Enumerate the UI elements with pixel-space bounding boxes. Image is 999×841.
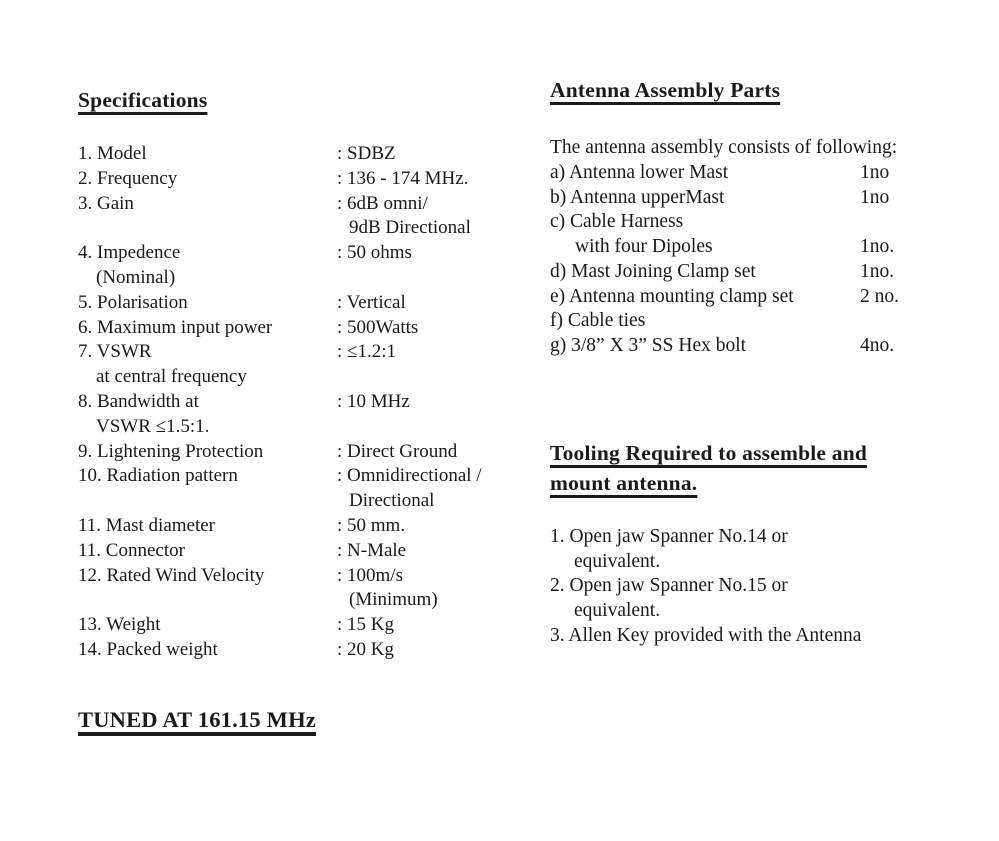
spec-row <box>78 489 518 514</box>
assembly-section <box>550 76 995 649</box>
spec-row <box>78 241 518 266</box>
spec-row <box>78 142 518 167</box>
spec-value: : 50 ohms <box>337 242 412 264</box>
spec-row <box>78 291 518 316</box>
part-name: f) Cable ties <box>550 310 646 332</box>
spec-label: 3. Gain <box>78 192 134 214</box>
spec-value: : 136 - 174 MHz. <box>337 167 469 189</box>
tooling-line: 3. Allen Key provided with the Antenna <box>550 624 862 646</box>
spec-label: 8. Bandwidth at <box>78 390 199 412</box>
spec-label: 11. Connector <box>78 539 185 561</box>
part-row <box>550 260 995 285</box>
part-name: d) Mast Joining Clamp set <box>550 260 756 282</box>
tooling-line: 1. Open jaw Spanner No.14 or <box>550 525 788 547</box>
part-qty: 2 no. <box>860 285 899 307</box>
part-name: with four Dipoles <box>575 236 713 257</box>
spec-value: 9dB Directional <box>349 217 471 239</box>
spec-row <box>78 638 518 663</box>
spec-value: (Minimum) <box>349 589 438 611</box>
spec-row <box>78 390 518 415</box>
spec-row <box>78 564 518 589</box>
spec-label: 12. Rated Wind Velocity <box>78 564 265 586</box>
spec-row <box>78 192 518 217</box>
part-qty: 1no <box>860 186 890 208</box>
part-name: b) Antenna upperMast <box>550 186 725 208</box>
spec-row <box>78 216 518 241</box>
spec-value: : 500Watts <box>337 316 419 338</box>
spec-value: : 20 Kg <box>337 638 394 660</box>
spec-row <box>78 365 518 390</box>
part-qty: 1no <box>860 161 890 183</box>
spec-label <box>78 588 337 613</box>
tooling-list <box>550 525 995 649</box>
assembly-parts-list <box>550 136 995 359</box>
spec-row <box>78 266 518 291</box>
spec-label: 2. Frequency <box>78 167 178 189</box>
spec-label: 9. Lightening Protection <box>78 440 264 462</box>
spec-label: 11. Mast diameter <box>78 514 216 536</box>
spec-value: : Vertical <box>337 291 406 313</box>
spec-label: 10. Radiation pattern <box>78 465 238 487</box>
part-row <box>550 285 995 310</box>
tooling-line: equivalent. <box>574 600 661 622</box>
spec-label: 5. Polarisation <box>78 291 188 313</box>
spec-row <box>78 539 518 564</box>
spec-value: : N-Male <box>337 539 407 561</box>
part-row <box>550 235 995 260</box>
spec-label: 7. VSWR <box>78 341 152 363</box>
spec-row <box>78 613 518 638</box>
spec-label: 4. Impedence <box>78 242 181 264</box>
spec-value: : SDBZ <box>337 143 396 164</box>
spec-value: : Omnidirectional / <box>337 465 482 487</box>
spec-value: : 100m/s <box>337 564 403 586</box>
spec-row <box>78 588 518 613</box>
spec-label: 1. Model <box>78 143 147 164</box>
tooling-heading-line1: Tooling Required to assemble and <box>550 440 868 465</box>
part-row <box>550 210 995 235</box>
part-row <box>550 186 995 211</box>
spec-row <box>78 464 518 489</box>
spec-row <box>78 440 518 465</box>
part-name: a) Antenna lower Mast <box>550 161 729 183</box>
spec-row <box>78 340 518 365</box>
spec-value: : 15 Kg <box>337 614 394 636</box>
assembly-parts-heading: Antenna Assembly Parts <box>550 78 781 102</box>
spec-value: : 6dB omni/ <box>337 192 428 214</box>
part-qty: 1no. <box>860 236 895 257</box>
spec-label: 6. Maximum input power <box>78 316 273 338</box>
spec-value: : Direct Ground <box>337 440 458 462</box>
tooling-line: equivalent. <box>574 550 661 572</box>
part-name: e) Antenna mounting clamp set <box>550 285 794 307</box>
spec-value: : ≤1.2:1 <box>337 341 396 363</box>
spec-row <box>78 316 518 341</box>
tooling-heading-line2: mount antenna. <box>550 470 698 495</box>
spec-row <box>78 415 518 440</box>
spec-row <box>78 514 518 539</box>
part-row <box>550 334 995 359</box>
spec-value: : 10 MHz <box>337 390 410 412</box>
spec-value: : 50 mm. <box>337 514 406 536</box>
spec-label: VSWR ≤1.5:1. <box>96 415 210 437</box>
part-row <box>550 161 995 186</box>
part-qty: 1no. <box>860 260 895 282</box>
part-name: c) Cable Harness <box>550 211 684 233</box>
spec-label: 14. Packed weight <box>78 638 218 660</box>
specifications-list <box>78 142 518 663</box>
spec-label <box>78 489 337 514</box>
tuned-frequency-note: TUNED AT 161.15 MHz <box>78 707 316 732</box>
spec-row <box>78 167 518 192</box>
tooling-line: 2. Open jaw Spanner No.15 or <box>550 575 788 597</box>
part-row <box>550 309 995 334</box>
spec-label: at central frequency <box>96 366 247 388</box>
spec-label: (Nominal) <box>96 266 176 288</box>
part-qty: 4no. <box>860 335 895 356</box>
specifications-section <box>78 86 518 663</box>
tooling-heading <box>550 438 995 498</box>
assembly-intro: The antenna assembly consists of following: <box>550 137 898 158</box>
spec-label <box>78 216 337 241</box>
spec-label: 13. Weight <box>78 614 161 636</box>
part-name: g) 3/8” X 3” SS Hex bolt <box>550 335 747 356</box>
spec-value: Directional <box>349 490 435 512</box>
specifications-heading: Specifications <box>78 88 208 112</box>
